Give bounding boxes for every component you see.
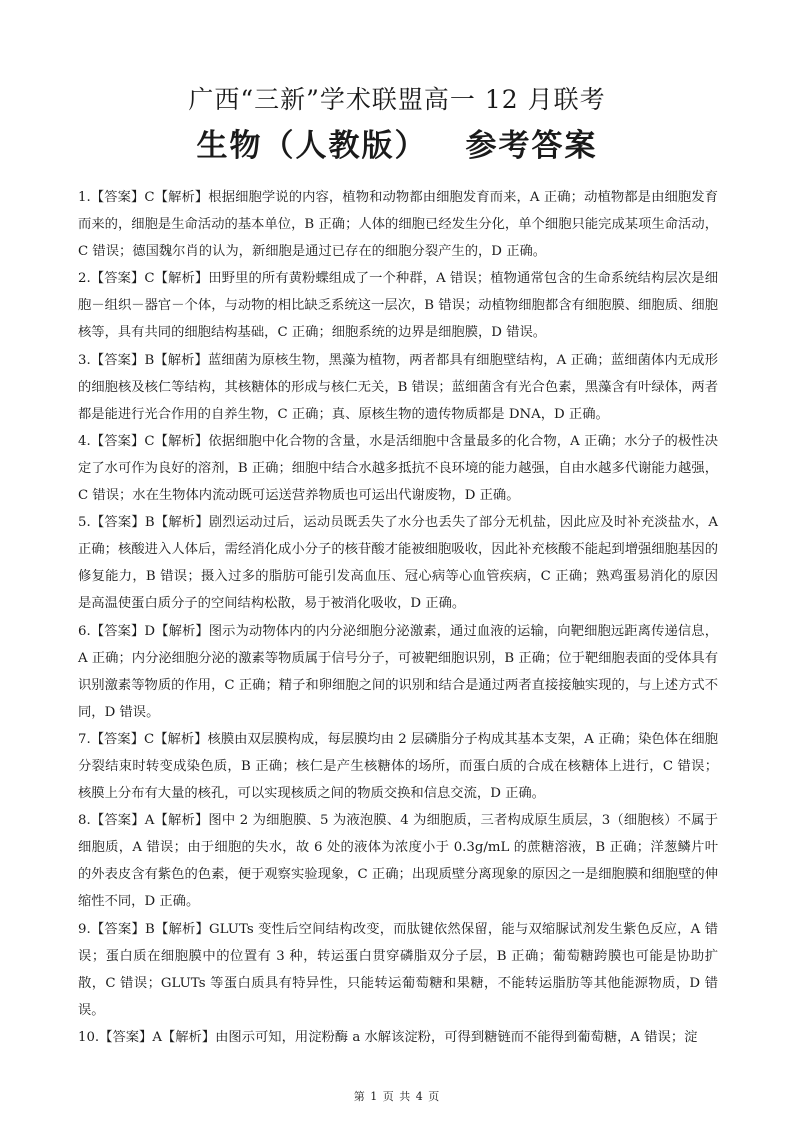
answer-item: 5.【答案】B【解析】剧烈运动过后，运动员既丢失了水分也丢失了部分无机盐，因此应及时补充淡盐水，A 正确；核酸进入人体后，需经消化成小分子的核苷酸才能被细胞吸收，因此补充核酸不能起到增强细胞基因的修复能力，B 错误；摄入过多的脂肪可能引发高血压、冠心病等心血管疾病，C 正确；熟鸡蛋易消化的原因是高温使蛋白质分子的空间结构松散，易于被消化吸收，D 正确。 [78, 515, 718, 612]
answer-item: 3.【答案】B【解析】蓝细菌为原核生物，黑藻为植物，两者都具有细胞壁结构，A 正确；蓝细菌体内无成形的细胞核及核仁等结构，其核糖体的形成与核仁无关，B 错误；蓝细菌含有光合色素，黑藻含有叶绿体，两者都是能进行光合作用的自养生物，C 正确；真、原核生物的遗传物质都是 DNA，D 正确。 [78, 352, 718, 422]
answer-item: 6.【答案】D【解析】图示为动物体内的内分泌细胞分泌激素，通过血液的运输，向靶细胞远距离传递信息，A 正确；内分泌细胞分泌的激素等物质属于信号分子，可被靶细胞识别，B 正确；位于靶细胞表面的受体具有识别激素等物质的作用，C 正确；精子和卵细胞之间的识别和结合是通过两者直接接触实现的，与上述方式不同，D 错误。 [78, 623, 718, 720]
answer-item: 1.【答案】C【解析】根据细胞学说的内容，植物和动物都由细胞发育而来，A 正确；动植物都是由细胞发育而来的，细胞是生命活动的基本单位，B 正确；人体的细胞已经发生分化，单个细胞只能完成某项生命活动，C 错误；德国魏尔肖的认为，新细胞是通过已存在的细胞分裂产生的，D 正确。 [78, 190, 718, 260]
document-subtitle [0, 120, 794, 165]
answer-item: 2.【答案】C【解析】田野里的所有黄粉蝶组成了一个种群，A 错误；植物通常包含的生命系统结构层次是细胞－组织－器官－个体，与动物的相比缺乏系统这一层次，B 错误；动植物细胞都含有细胞膜、细胞质、细胞核等，具有共同的细胞结构基础，C 正确；细胞系统的边界是细胞膜，D 错误。 [78, 271, 718, 341]
page-number: 第 1 页 共 4 页 [353, 1090, 441, 1103]
answer-key-title: 参考答案 [465, 128, 598, 164]
answer-item: 7.【答案】C【解析】核膜由双层膜构成，每层膜均由 2 层磷脂分子构成其基本支架，A 正确；染色体在细胞分裂结束时转变成染色质，B 正确；核仁是产生核糖体的场所，而蛋白质的合成在核糖体上进行，C 错误；核膜上分布有大量的核孔，可以实现核质之间的物质交换和信息交流，D 正确。 [78, 731, 718, 802]
answer-item: 8.【答案】A【解析】图中 2 为细胞膜、5 为液泡膜、4 为细胞质，三者构成原生质层，3（细胞核）不属于细胞质，A 错误；由于细胞的失水，故 6 处的液体为浓度小于 0.3g/mL 的蔗糖溶液，B 正确；洋葱鳞片叶的外表皮含有紫色的色素，便于观察实验现象，C 正确；出现质壁分离现象的原因之一是细胞膜和细胞壁的伸缩性不同，D 正确。 [78, 813, 718, 910]
answer-item: 10.【答案】A【解析】由图示可知，用淀粉酶 a 水解该淀粉，可得到糖链而不能得到葡萄糖，A 错误；淀 [78, 1029, 698, 1045]
answer-item: 9.【答案】B【解析】GLUTs 变性后空间结构改变，而肽键依然保留，能与双缩脲试剂发生紫色反应，A 错误；蛋白质在细胞膜中的位置有 3 种，转运蛋白贯穿磷脂双分子层，B 正确；葡萄糖跨膜也可能是协助扩散，C 错误；GLUTs 等蛋白质具有特异性，只能转运葡萄糖和果糖，不能转运脂肪等其他能源物质，D 错误。 [78, 921, 718, 1018]
subject-title: 生物（人教版） [196, 128, 428, 164]
exam-title: 广西“三新”学术联盟高一 12 月联考 [188, 85, 606, 114]
answer-item: 4.【答案】C【解析】依据细胞中化合物的含量，水是活细胞中含量最多的化合物，A 正确；水分子的极性决定了水可作为良好的溶剂，B 正确；细胞中结合水越多抵抗不良环境的能力越强，自由水越多代谢能力越强，C 错误；水在生物体内流动既可运送营养物质也可运出代谢废物，D 正确。 [78, 433, 718, 504]
answer-list [78, 184, 718, 1051]
